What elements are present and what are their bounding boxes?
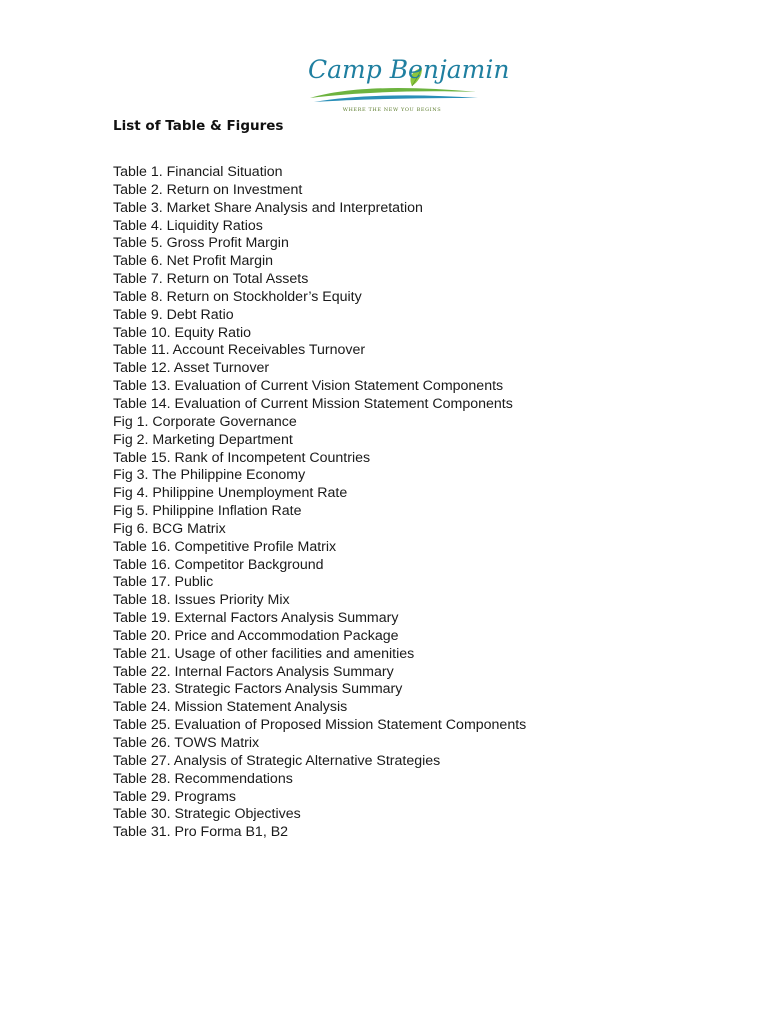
list-item: Table 11. Account Receivables Turnover: [113, 342, 366, 359]
list-item: Table 16. Competitive Profile Matrix: [113, 538, 337, 555]
logo-tagline: WHERE THE NEW YOU BEGINS: [342, 107, 442, 113]
page-title: List of Table & Figures: [113, 118, 284, 134]
list-item: Table 10. Equity Ratio: [113, 324, 252, 341]
list-item: Table 9. Debt Ratio: [113, 306, 234, 323]
list-item: Table 2. Return on Investment: [113, 181, 303, 198]
list-item: Table 7. Return on Total Assets: [113, 271, 309, 288]
list-item: Table 18. Issues Priority Mix: [113, 592, 290, 609]
list-item: Fig 6. BCG Matrix: [113, 520, 226, 537]
list-item: Table 31. Pro Forma B1, B2: [113, 824, 289, 841]
camp-benjamin-logo: [300, 48, 510, 116]
table-figure-list: [113, 164, 526, 842]
list-item: Table 22. Internal Factors Analysis Summary: [113, 663, 394, 680]
list-item: Table 30. Strategic Objectives: [113, 806, 301, 823]
list-item: Table 24. Mission Statement Analysis: [113, 699, 348, 716]
list-item: Table 29. Programs: [113, 788, 237, 805]
list-item: Table 26. TOWS Matrix: [113, 735, 260, 751]
list-item: Fig 1. Corporate Governance: [113, 413, 297, 430]
list-item: Table 23. Strategic Factors Analysis Summary: [113, 681, 403, 698]
list-item: Table 20. Price and Accommodation Package: [113, 627, 399, 644]
list-item: Table 17. Public: [113, 574, 214, 591]
list-item: Table 21. Usage of other facilities and amenities: [113, 645, 415, 662]
list-item: Table 28. Recommendations: [113, 770, 293, 787]
list-item: Fig 4. Philippine Unemployment Rate: [113, 485, 348, 502]
list-item: Table 3. Market Share Analysis and Interpretation: [113, 199, 423, 216]
list-item: Table 13. Evaluation of Current Vision Statement Components: [113, 378, 504, 395]
list-item: Table 16. Competitor Background: [113, 556, 324, 573]
list-item: Table 6. Net Profit Margin: [113, 253, 274, 270]
list-item: Table 12. Asset Turnover: [113, 360, 270, 377]
list-item: Table 1. Financial Situation: [113, 164, 283, 180]
list-item: Table 4. Liquidity Ratios: [113, 217, 263, 234]
list-item: Table 8. Return on Stockholder’s Equity: [113, 288, 362, 305]
list-item: Fig 3. The Philippine Economy: [113, 467, 306, 484]
list-item: Fig 2. Marketing Department: [113, 431, 293, 448]
list-item: Table 5. Gross Profit Margin: [113, 235, 289, 252]
logo-wordmark: Camp Benjamin: [308, 55, 510, 84]
list-item: Table 14. Evaluation of Current Mission Statement Components: [113, 395, 513, 412]
list-item: Table 19. External Factors Analysis Summary: [113, 610, 399, 627]
list-item: Table 15. Rank of Incompetent Countries: [113, 449, 371, 466]
swoosh-blue: [314, 95, 478, 102]
list-item: Fig 5. Philippine Inflation Rate: [113, 503, 302, 520]
list-item: Table 25. Evaluation of Proposed Mission Statement Components: [113, 717, 527, 734]
list-item: Table 27. Analysis of Strategic Alternative Strategies: [113, 752, 441, 769]
